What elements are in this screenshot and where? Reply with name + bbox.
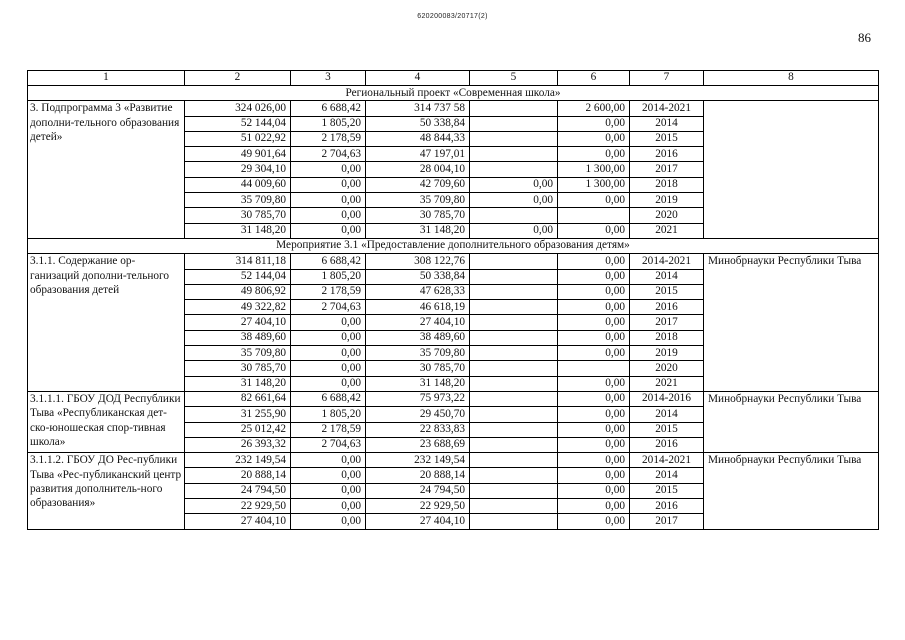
extra-cell: 0,00: [558, 147, 630, 162]
col-num-3: 3: [291, 71, 366, 86]
extra-cell: 2 600,00: [558, 101, 630, 116]
total-cell: 38 489,60: [185, 330, 291, 345]
total-cell: 30 785,70: [185, 361, 291, 376]
col-num-4: 4: [366, 71, 470, 86]
executor-cell: Минобрнауки Республики Тыва: [704, 453, 879, 529]
extra-cell: 1 300,00: [558, 177, 630, 192]
municipal-cell: [470, 254, 558, 269]
total-cell: 20 888,14: [185, 468, 291, 483]
table-row: [28, 391, 879, 406]
municipal-cell: [470, 208, 558, 223]
table-row: [28, 453, 879, 468]
municipal-cell: 0,00: [470, 177, 558, 192]
extra-cell: 0,00: [558, 499, 630, 514]
republic-cell: 46 618,19: [366, 300, 470, 315]
years-cell: 2014: [630, 269, 704, 284]
republic-cell: 30 785,70: [366, 361, 470, 376]
total-cell: 31 148,20: [185, 376, 291, 391]
program-name-cell: 3.1.1. Содержание ор-ганизаций дополни-тельного образования детей: [28, 254, 185, 392]
federal-cell: 6 688,42: [291, 391, 366, 406]
extra-cell: 0,00: [558, 116, 630, 131]
total-cell: 49 322,82: [185, 300, 291, 315]
col-num-6: 6: [558, 71, 630, 86]
extra-cell: 0,00: [558, 437, 630, 452]
municipal-cell: [470, 300, 558, 315]
municipal-cell: [470, 468, 558, 483]
years-cell: 2014: [630, 407, 704, 422]
municipal-cell: [470, 330, 558, 345]
total-cell: 82 661,64: [185, 391, 291, 406]
total-cell: 27 404,10: [185, 514, 291, 529]
years-cell: 2019: [630, 193, 704, 208]
republic-cell: 35 709,80: [366, 193, 470, 208]
extra-cell: 0,00: [558, 315, 630, 330]
years-cell: 2014-2021: [630, 254, 704, 269]
extra-cell: 0,00: [558, 483, 630, 498]
municipal-cell: [470, 514, 558, 529]
col-num-8: 8: [704, 71, 879, 86]
federal-cell: 6 688,42: [291, 254, 366, 269]
extra-cell: 0,00: [558, 468, 630, 483]
federal-cell: 2 704,63: [291, 147, 366, 162]
years-cell: 2017: [630, 514, 704, 529]
years-cell: 2018: [630, 177, 704, 192]
extra-cell: 0,00: [558, 391, 630, 406]
section-title: Региональный проект «Современная школа»: [28, 86, 879, 101]
federal-cell: 0,00: [291, 514, 366, 529]
extra-cell: 0,00: [558, 407, 630, 422]
federal-cell: 2 178,59: [291, 422, 366, 437]
total-cell: 22 929,50: [185, 499, 291, 514]
republic-cell: 29 450,70: [366, 407, 470, 422]
republic-cell: 48 844,33: [366, 131, 470, 146]
federal-cell: 2 178,59: [291, 131, 366, 146]
total-cell: 49 901,64: [185, 147, 291, 162]
federal-cell: 0,00: [291, 193, 366, 208]
section-row-measure: [28, 238, 879, 253]
page-number: 86: [858, 30, 871, 45]
years-cell: 2018: [630, 330, 704, 345]
extra-cell: 0,00: [558, 453, 630, 468]
extra-cell: 0,00: [558, 514, 630, 529]
municipal-cell: [470, 499, 558, 514]
total-cell: 29 304,10: [185, 162, 291, 177]
extra-cell: 0,00: [558, 330, 630, 345]
municipal-cell: [470, 315, 558, 330]
document-id: 620200083/20717(2): [417, 13, 488, 20]
total-cell: 232 149,54: [185, 453, 291, 468]
budget-table: [27, 70, 879, 530]
republic-cell: 28 004,10: [366, 162, 470, 177]
republic-cell: 24 794,50: [366, 483, 470, 498]
years-cell: 2014: [630, 116, 704, 131]
republic-cell: 22 929,50: [366, 499, 470, 514]
section-title: Мероприятие 3.1 «Предоставление дополнительного образования детям»: [28, 238, 879, 253]
years-cell: 2017: [630, 315, 704, 330]
republic-cell: 232 149,54: [366, 453, 470, 468]
extra-cell: 0,00: [558, 300, 630, 315]
municipal-cell: [470, 453, 558, 468]
municipal-cell: 0,00: [470, 193, 558, 208]
years-cell: 2021: [630, 223, 704, 238]
municipal-cell: [470, 437, 558, 452]
years-cell: 2015: [630, 483, 704, 498]
municipal-cell: [470, 376, 558, 391]
program-name-cell: 3.1.1.1. ГБОУ ДОД Республики Тыва «Республиканская дет-ско-юношеская спор-тивная школа»: [28, 391, 185, 452]
total-cell: 314 811,18: [185, 254, 291, 269]
republic-cell: 27 404,10: [366, 514, 470, 529]
years-cell: 2015: [630, 284, 704, 299]
federal-cell: 1 805,20: [291, 116, 366, 131]
republic-cell: 22 833,83: [366, 422, 470, 437]
federal-cell: 2 178,59: [291, 284, 366, 299]
federal-cell: 0,00: [291, 483, 366, 498]
republic-cell: 30 785,70: [366, 208, 470, 223]
total-cell: 49 806,92: [185, 284, 291, 299]
federal-cell: 1 805,20: [291, 269, 366, 284]
extra-cell: [558, 208, 630, 223]
program-name-cell: 3. Подпрограмма 3 «Развитие дополни-тельного образования детей»: [28, 101, 185, 239]
total-cell: 44 009,60: [185, 177, 291, 192]
total-cell: 25 012,42: [185, 422, 291, 437]
municipal-cell: [470, 407, 558, 422]
col-num-7: 7: [630, 71, 704, 86]
total-cell: 324 026,00: [185, 101, 291, 116]
federal-cell: 2 704,63: [291, 300, 366, 315]
republic-cell: 50 338,84: [366, 269, 470, 284]
years-cell: 2014-2021: [630, 453, 704, 468]
federal-cell: 2 704,63: [291, 437, 366, 452]
years-cell: 2020: [630, 208, 704, 223]
total-cell: 30 785,70: [185, 208, 291, 223]
federal-cell: 0,00: [291, 499, 366, 514]
total-cell: 51 022,92: [185, 131, 291, 146]
years-cell: 2015: [630, 422, 704, 437]
section-row-regional-project: [28, 86, 879, 101]
republic-cell: 31 148,20: [366, 376, 470, 391]
federal-cell: 1 805,20: [291, 407, 366, 422]
federal-cell: 0,00: [291, 177, 366, 192]
municipal-cell: 0,00: [470, 223, 558, 238]
federal-cell: 0,00: [291, 346, 366, 361]
years-cell: 2014-2016: [630, 391, 704, 406]
municipal-cell: [470, 131, 558, 146]
executor-cell: Минобрнауки Республики Тыва: [704, 254, 879, 392]
years-cell: 2017: [630, 162, 704, 177]
republic-cell: 75 973,22: [366, 391, 470, 406]
column-number-row: [28, 71, 879, 86]
federal-cell: 0,00: [291, 162, 366, 177]
federal-cell: 0,00: [291, 453, 366, 468]
total-cell: 31 255,90: [185, 407, 291, 422]
table-row: [28, 101, 879, 116]
col-num-1: 1: [28, 71, 185, 86]
extra-cell: 1 300,00: [558, 162, 630, 177]
federal-cell: 0,00: [291, 208, 366, 223]
extra-cell: 0,00: [558, 131, 630, 146]
years-cell: 2016: [630, 499, 704, 514]
years-cell: 2015: [630, 131, 704, 146]
table-row: [28, 254, 879, 269]
republic-cell: 308 122,76: [366, 254, 470, 269]
municipal-cell: [470, 483, 558, 498]
years-cell: 2016: [630, 437, 704, 452]
federal-cell: 0,00: [291, 315, 366, 330]
republic-cell: 47 197,01: [366, 147, 470, 162]
years-cell: 2019: [630, 346, 704, 361]
program-name-cell: 3.1.1.2. ГБОУ ДО Рес-публики Тыва «Рес-публиканский центр развития дополнитель-ного образования»: [28, 453, 185, 529]
municipal-cell: [470, 101, 558, 116]
federal-cell: 0,00: [291, 361, 366, 376]
republic-cell: 50 338,84: [366, 116, 470, 131]
executor-cell: [704, 101, 879, 239]
years-cell: 2021: [630, 376, 704, 391]
years-cell: 2014-2021: [630, 101, 704, 116]
republic-cell: 35 709,80: [366, 346, 470, 361]
extra-cell: 0,00: [558, 284, 630, 299]
extra-cell: 0,00: [558, 376, 630, 391]
years-cell: 2016: [630, 147, 704, 162]
republic-cell: 42 709,60: [366, 177, 470, 192]
years-cell: 2014: [630, 468, 704, 483]
federal-cell: 0,00: [291, 330, 366, 345]
municipal-cell: [470, 361, 558, 376]
extra-cell: 0,00: [558, 269, 630, 284]
col-num-2: 2: [185, 71, 291, 86]
years-cell: 2016: [630, 300, 704, 315]
total-cell: 26 393,32: [185, 437, 291, 452]
republic-cell: 314 737 58: [366, 101, 470, 116]
municipal-cell: [470, 269, 558, 284]
municipal-cell: [470, 346, 558, 361]
executor-cell: Минобрнауки Республики Тыва: [704, 391, 879, 452]
municipal-cell: [470, 391, 558, 406]
total-cell: 24 794,50: [185, 483, 291, 498]
extra-cell: 0,00: [558, 346, 630, 361]
extra-cell: 0,00: [558, 223, 630, 238]
federal-cell: 0,00: [291, 376, 366, 391]
municipal-cell: [470, 284, 558, 299]
federal-cell: 0,00: [291, 223, 366, 238]
years-cell: 2020: [630, 361, 704, 376]
republic-cell: 47 628,33: [366, 284, 470, 299]
municipal-cell: [470, 422, 558, 437]
extra-cell: [558, 361, 630, 376]
republic-cell: 31 148,20: [366, 223, 470, 238]
extra-cell: 0,00: [558, 422, 630, 437]
municipal-cell: [470, 116, 558, 131]
republic-cell: 23 688,69: [366, 437, 470, 452]
republic-cell: 20 888,14: [366, 468, 470, 483]
extra-cell: 0,00: [558, 193, 630, 208]
total-cell: 52 144,04: [185, 269, 291, 284]
total-cell: 27 404,10: [185, 315, 291, 330]
republic-cell: 38 489,60: [366, 330, 470, 345]
total-cell: 52 144,04: [185, 116, 291, 131]
total-cell: 35 709,80: [185, 346, 291, 361]
extra-cell: 0,00: [558, 254, 630, 269]
municipal-cell: [470, 162, 558, 177]
col-num-5: 5: [470, 71, 558, 86]
federal-cell: 0,00: [291, 468, 366, 483]
municipal-cell: [470, 147, 558, 162]
total-cell: 35 709,80: [185, 193, 291, 208]
republic-cell: 27 404,10: [366, 315, 470, 330]
total-cell: 31 148,20: [185, 223, 291, 238]
federal-cell: 6 688,42: [291, 101, 366, 116]
